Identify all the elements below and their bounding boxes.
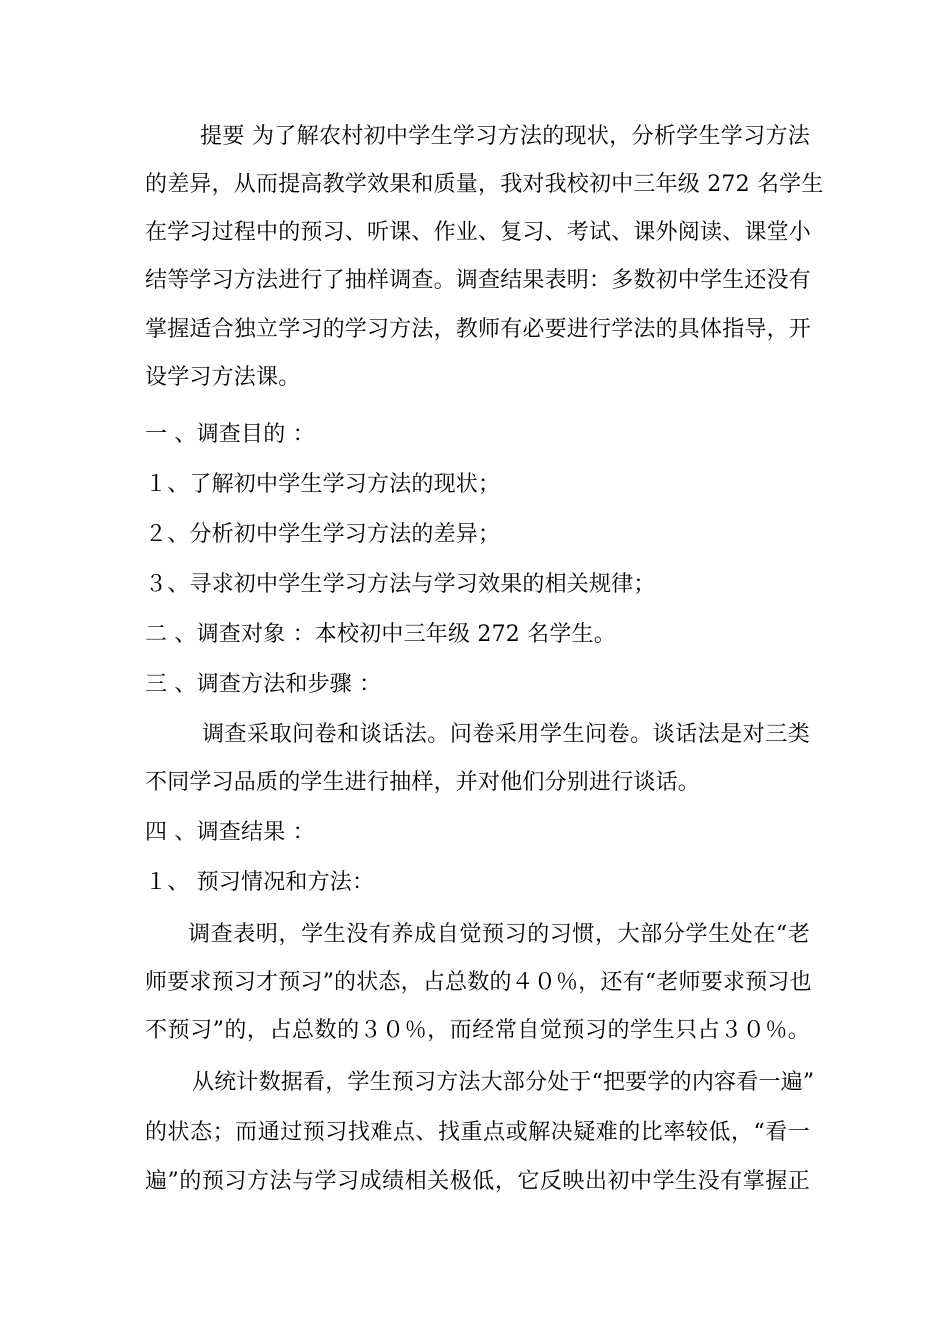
purpose-item-3: ３、寻求初中学生学习方法与学习效果的相关规律；: [145, 572, 656, 597]
purpose-item-2: ２、分析初中学生学习方法的差异；: [145, 522, 501, 547]
method-line-2: 不同学习品质的学生进行抽样，并对他们分别进行谈话。: [145, 770, 701, 795]
purpose-item-1: １、了解初中学生学习方法的现状；: [145, 472, 501, 497]
section-heading-results: 四 、调查结果 ：: [145, 820, 315, 845]
abstract-line-6: 设学习方法课。: [145, 365, 301, 390]
results-item-1-heading: １、 预习情况和方法：: [145, 870, 375, 895]
results-para1-line-1: 调查表明，学生没有养成自觉预习的习惯，大部分学生处在“老: [188, 922, 810, 947]
results-para1-line-3: 不预习”的，占总数的３０％，而经常自觉预习的学生只占３０％。: [145, 1018, 810, 1043]
results-para2-line-3: 遍”的预习方法与学习成绩相关极低，它反映出初中学生没有掌握正: [145, 1169, 810, 1194]
abstract-line-3: 在学习过程中的预习、听课、作业、复习、考试、课外阅读、课堂小: [145, 220, 812, 245]
results-para2-line-2: 的状态；而通过预习找难点、找重点或解决疑难的比率较低，“看一: [145, 1120, 810, 1145]
abstract-line-2: 的差异，从而提高教学效果和质量，我对我校初中三年级 272 名学生: [145, 172, 824, 197]
section-heading-purpose: 一 、调查目的 ：: [145, 422, 315, 447]
section-heading-subjects: 二 、调查对象 ：本校初中三年级 272 名学生。: [145, 622, 616, 647]
results-para1-line-2: 师要求预习才预习”的状态，占总数的４０％，还有“老师要求预习也: [145, 970, 812, 995]
abstract-line-4: 结等学习方法进行了抽样调查。调查结果表明：多数初中学生还没有: [145, 268, 812, 293]
method-line-1: 调查采取问卷和谈话法。问卷采用学生问卷。谈话法是对三类: [202, 722, 810, 747]
abstract-line-5: 掌握适合独立学习的学习方法，教师有必要进行学法的具体指导，开: [145, 317, 812, 342]
section-heading-method: 三 、调查方法和步骤 ：: [145, 672, 382, 697]
abstract-line-1: 提要 为了解农村初中学生学习方法的现状，分析学生学习方法: [200, 124, 810, 149]
results-para2-line-1: 从统计数据看，学生预习方法大部分处于“把要学的内容看一遍”: [192, 1070, 815, 1095]
